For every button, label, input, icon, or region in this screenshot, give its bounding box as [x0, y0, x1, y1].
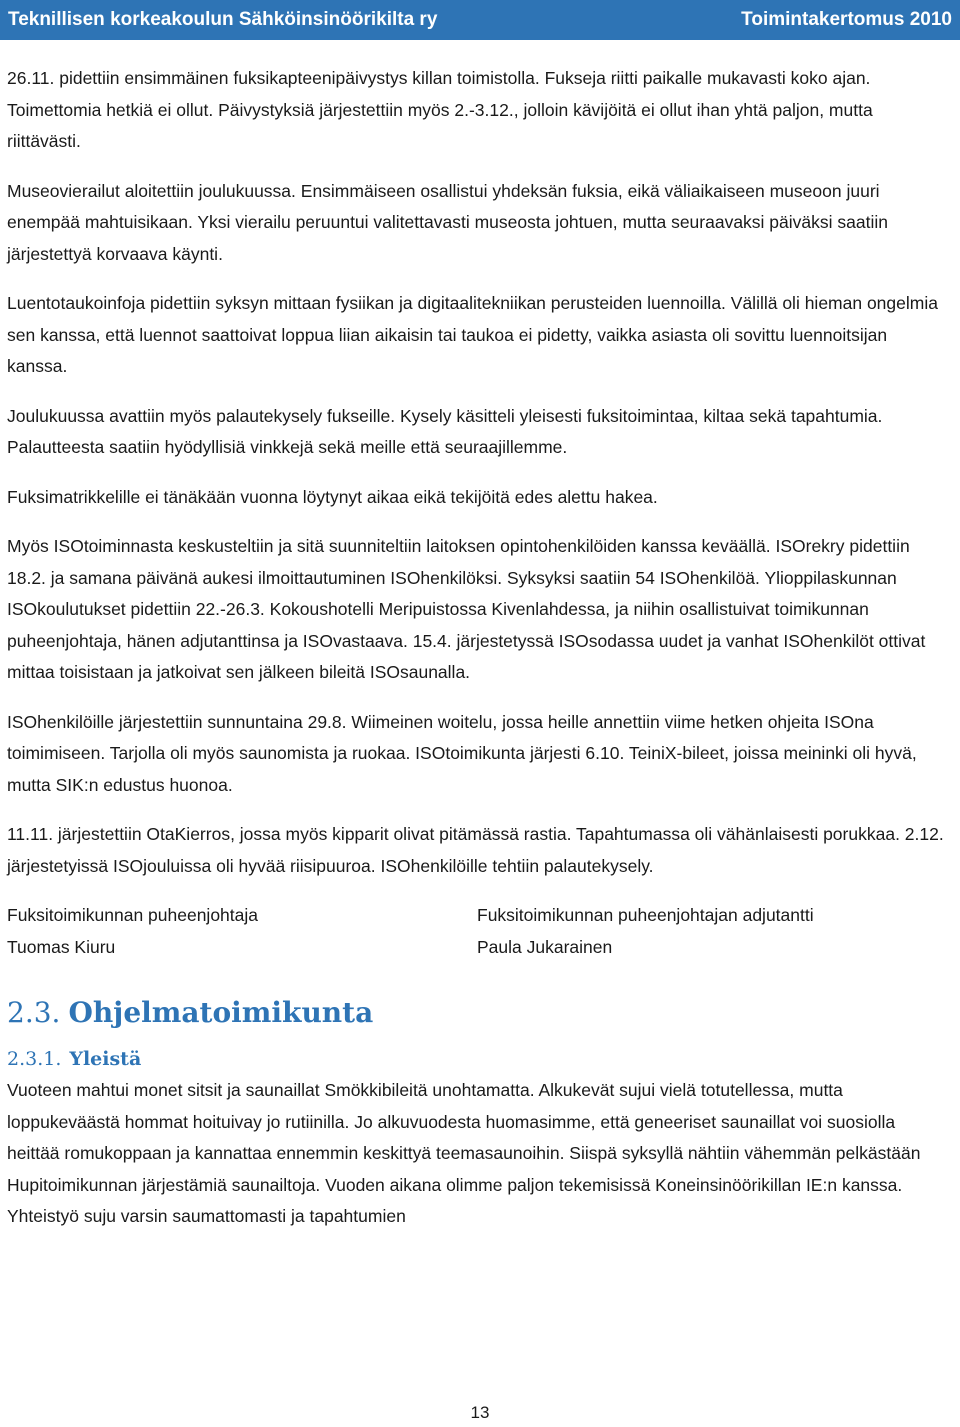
paragraph-museovierailut: Museovierailut aloitettiin joulukuussa. Ensimmäiseen osallistui yhdeksän fuksia, eikä väliaikaiseen museoon juuri enempää mahtuisikaan. Yksi vierailu peruuntui valitettavasti museosta johtuen, mutta seuraavaksi päiväksi saatiin järjestettyä korvaava käynti. — [7, 180, 888, 264]
paragraph-isotoiminta: Myös ISOtoiminnasta keskusteltiin ja sitä suunniteltiin laitoksen opintohenkilöiden kanssa keväällä. ISOrekry pidettiin 18.2. ja samana päivänä aukesi ilmoittautuminen ISOhenkilöksi. Syksyksi saatiin 54 ISOhenkilöä. Ylioppilaskunnan ISOkoulutukset pidettiin 22.-26.3. Kokoushotelli Meripuistossa Kivenlahdessa, ja niihin osallistuivat toimikunnan puheenjohtaja, hänen adjutanttinsa ja ISOvastaava. 15.4. järjestetyssä ISOsodassa uudet ja vanhat ISOhenkilöt ottivat mittaa toisistaan ja jatkoivat sen jälkeen bileitä ISOsaunalla. — [7, 536, 926, 682]
signature-right-title: Fuksitoimikunnan puheenjohtajan adjutantti — [477, 905, 814, 925]
section-number: 2.3. — [7, 996, 61, 1029]
subsection-heading — [7, 1045, 947, 1073]
paragraph-luentotaukoinfot: Luentotaukoinfoja pidettiin syksyn mittaan fysiikan ja digitaalitekniikan perusteiden luennoilla. Välillä oli hieman ongelmia sen kanssa, että luennot saattoivat loppua liian aikaisin tai taukoa ei pidetty, vaikka asiasta oli sovittu luennoitsijan kanssa. — [7, 293, 938, 376]
section-heading — [7, 993, 947, 1033]
paragraph-yleista: Vuoteen mahtui monet sitsit ja saunaillat Smökkibileitä unohtamatta. Alkukevät sujui vielä totutellessa, mutta loppukeväästä hommat hoituivay jo rutiinilla. Jo alkuvuodesta huomasimme, että geneeriset saunaillat voi suosiolla heittää romukoppaan ja kannattaa ennemmin keskittyä teemasaunoihin. Siispä syksyllä nähtiin vähemmän pelkästään Hupitoimikunnan järjestämiä saunailtoja. Vuoden aikana olimme paljon tekemisissä Koneinsinöörikillan IE:n kanssa. Yhteistyö suju varsin saumattomasti ja tapahtumien — [7, 1080, 921, 1226]
paragraph-fuksimatrikkeli: Fuksimatrikkelille ei tänäkään vuonna löytynyt aikaa eikä tekijöitä edes alettu hakea. — [7, 486, 658, 507]
paragraph-fuksikapteeni: 26.11. pidettiin ensimmäinen fuksikapteenipäivystys killan toimistolla. Fukseja riitti paikalle mukavasti koko ajan. Toimettomia hetkiä ei ollut. Päivystyksiä järjestettiin myös 2.-3.12., jolloin kävijöitä ei ollut ihan yhtä paljon, mutta riittävästi. — [7, 68, 873, 151]
signature-block — [7, 900, 947, 963]
header-right-title: Toimintakertomus 2010 — [741, 9, 952, 30]
signature-right-name: Paula Jukarainen — [477, 936, 613, 957]
paragraph-otakierros: 11.11. järjestettiin OtaKierros, jossa myös kipparit olivat pitämässä rastia. Tapahtumassa oli vähänlaisesti porukkaa. 2.12. järjestetyissä ISOjouluissa oli hyvää riisipuuroa. ISOhenkilöille tehtiin palautekysely. — [7, 824, 944, 876]
header-left-title: Teknillisen korkeakoulun Sähköinsinöörikilta ry — [8, 9, 438, 30]
subsection-number: 2.3.1. — [7, 1048, 62, 1070]
signature-left-name: Tuomas Kiuru — [7, 936, 116, 957]
signature-left — [7, 900, 477, 963]
section-title: Ohjelmatoimikunta — [68, 996, 374, 1029]
page-number: 13 — [470, 1403, 490, 1422]
paragraph-palautekysely: Joulukuussa avattiin myös palautekysely fukseille. Kysely käsitteli yleisesti fuksitoimintaa, kiltaa sekä tapahtumia. Palautteesta saatiin hyödyllisiä vinkkejä sekä meille että seuraajillemme. — [7, 405, 883, 457]
page-header — [0, 0, 960, 40]
document-body — [7, 63, 947, 1251]
subsection-title: Yleistä — [69, 1048, 142, 1070]
signature-left-title: Fuksitoimikunnan puheenjohtaja — [7, 905, 258, 925]
paragraph-isohenkilot: ISOhenkilöille järjestettiin sunnuntaina 29.8. Wiimeinen woitelu, jossa heille annettiin viime hetken ohjeita ISOna toimimiseen. Tarjolla oli myös saunomista ja ruokaa. ISOtoimikunta järjesti 6.10. TeiniX-bileet, joissa meininki oli hyvä, mutta SIK:n edustus huonoa. — [7, 711, 917, 795]
signature-right — [477, 900, 947, 963]
